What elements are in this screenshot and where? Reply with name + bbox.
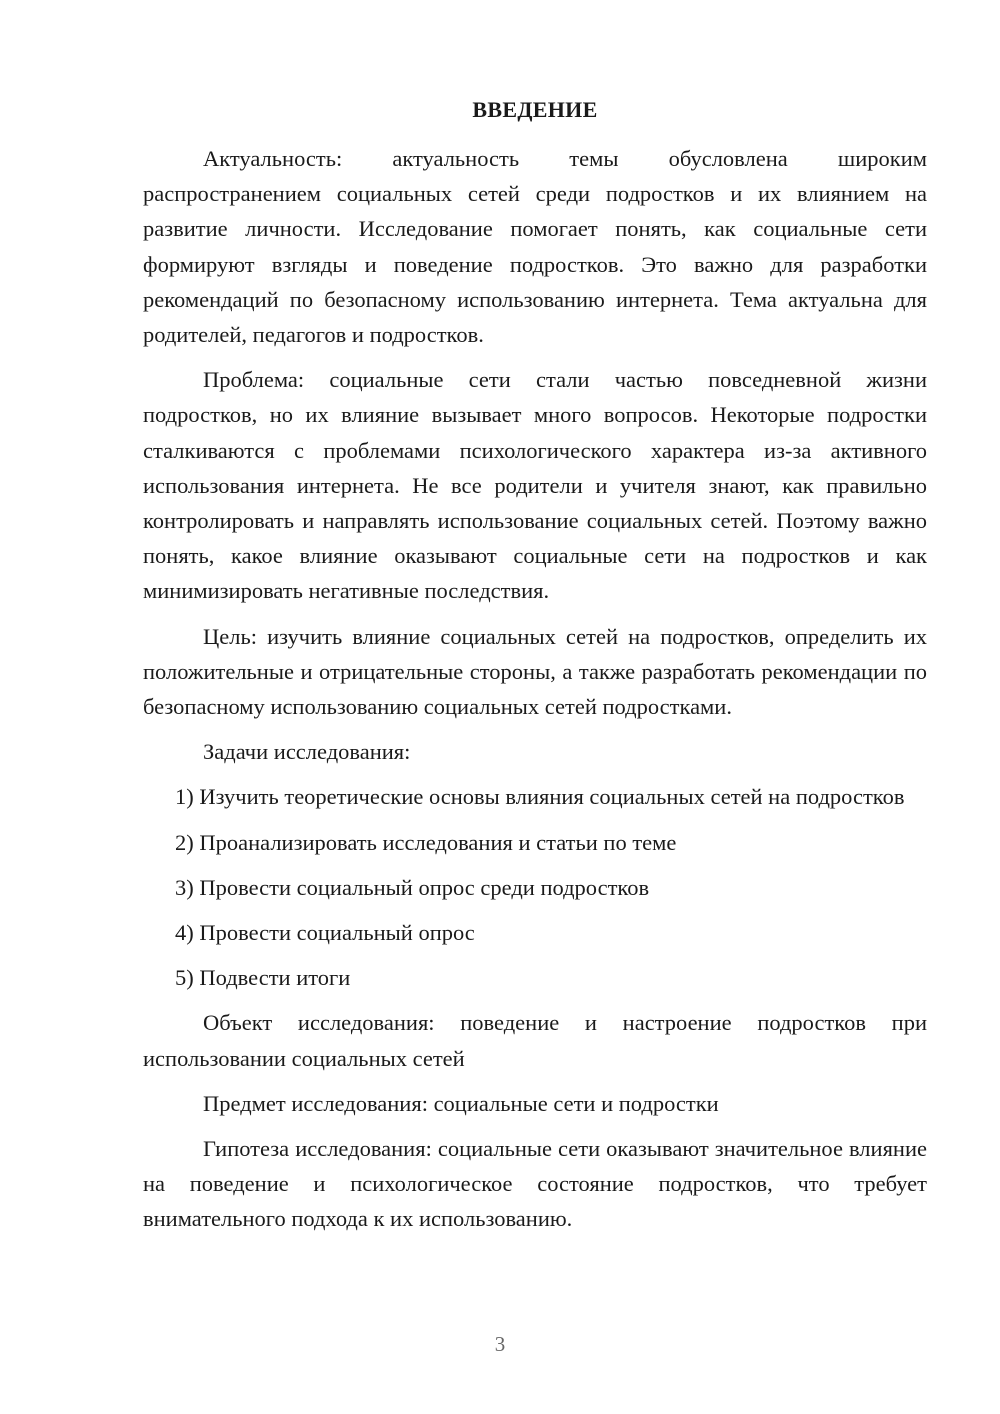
research-subject-paragraph: Предмет исследования: социальные сети и подростки bbox=[203, 1090, 719, 1116]
task-item-2: 2) Проанализировать исследования и статьи по теме bbox=[175, 829, 677, 855]
tasks-heading: Задачи исследования: bbox=[203, 739, 411, 765]
hypothesis-paragraph: Гипотеза исследования: социальные сети оказывают значительное влияние на поведение и психологическое состояние подростков, что требует внимательного подхода к их использованию. bbox=[143, 1136, 927, 1232]
task-item-4: 4) Провести социальный опрос bbox=[175, 920, 475, 946]
task-item-5: 5) Подвести итоги bbox=[175, 965, 351, 991]
document-page bbox=[143, 92, 927, 1247]
goal-paragraph: Цель: изучить влияние социальных сетей на подростков, определить их положительные и отрицательные стороны, а также разработать рекомендации по безопасному использованию социальных сетей подростками. bbox=[143, 623, 927, 720]
page-number: 3 bbox=[494, 1332, 506, 1356]
page-title: ВВЕДЕНИЕ bbox=[472, 97, 598, 122]
task-item-1: 1) Изучить теоретические основы влияния социальных сетей на подростков bbox=[175, 784, 905, 810]
task-item-3: 3) Провести социальный опрос среди подростков bbox=[175, 874, 650, 900]
research-object-paragraph: Объект исследования: поведение и настроение подростков при использовании социальных сетей bbox=[143, 1010, 927, 1071]
relevance-paragraph: Актуальность: актуальность темы обусловлена широким распространением социальных сетей среди подростков и их влиянием на развитие личности. Исследование помогает понять, как социальные сети формируют взгляды и поведение подростков. Это важно для разработки рекомендаций по безопасному использованию интернета. Тема актуальна для родителей, педагогов и подростков. bbox=[143, 146, 927, 348]
problem-paragraph: Проблема: социальные сети стали частью повседневной жизни подростков, но их влияние вызывает много вопросов. Некоторые подростки сталкиваются с проблемами психологического характера из-за активного использования интернета. Не все родители и учителя знают, как правильно контролировать и направлять использование социальных сетей. Поэтому важно понять, какое влияние оказывают социальные сети на подростков и как минимизировать негативные последствия. bbox=[143, 367, 927, 604]
